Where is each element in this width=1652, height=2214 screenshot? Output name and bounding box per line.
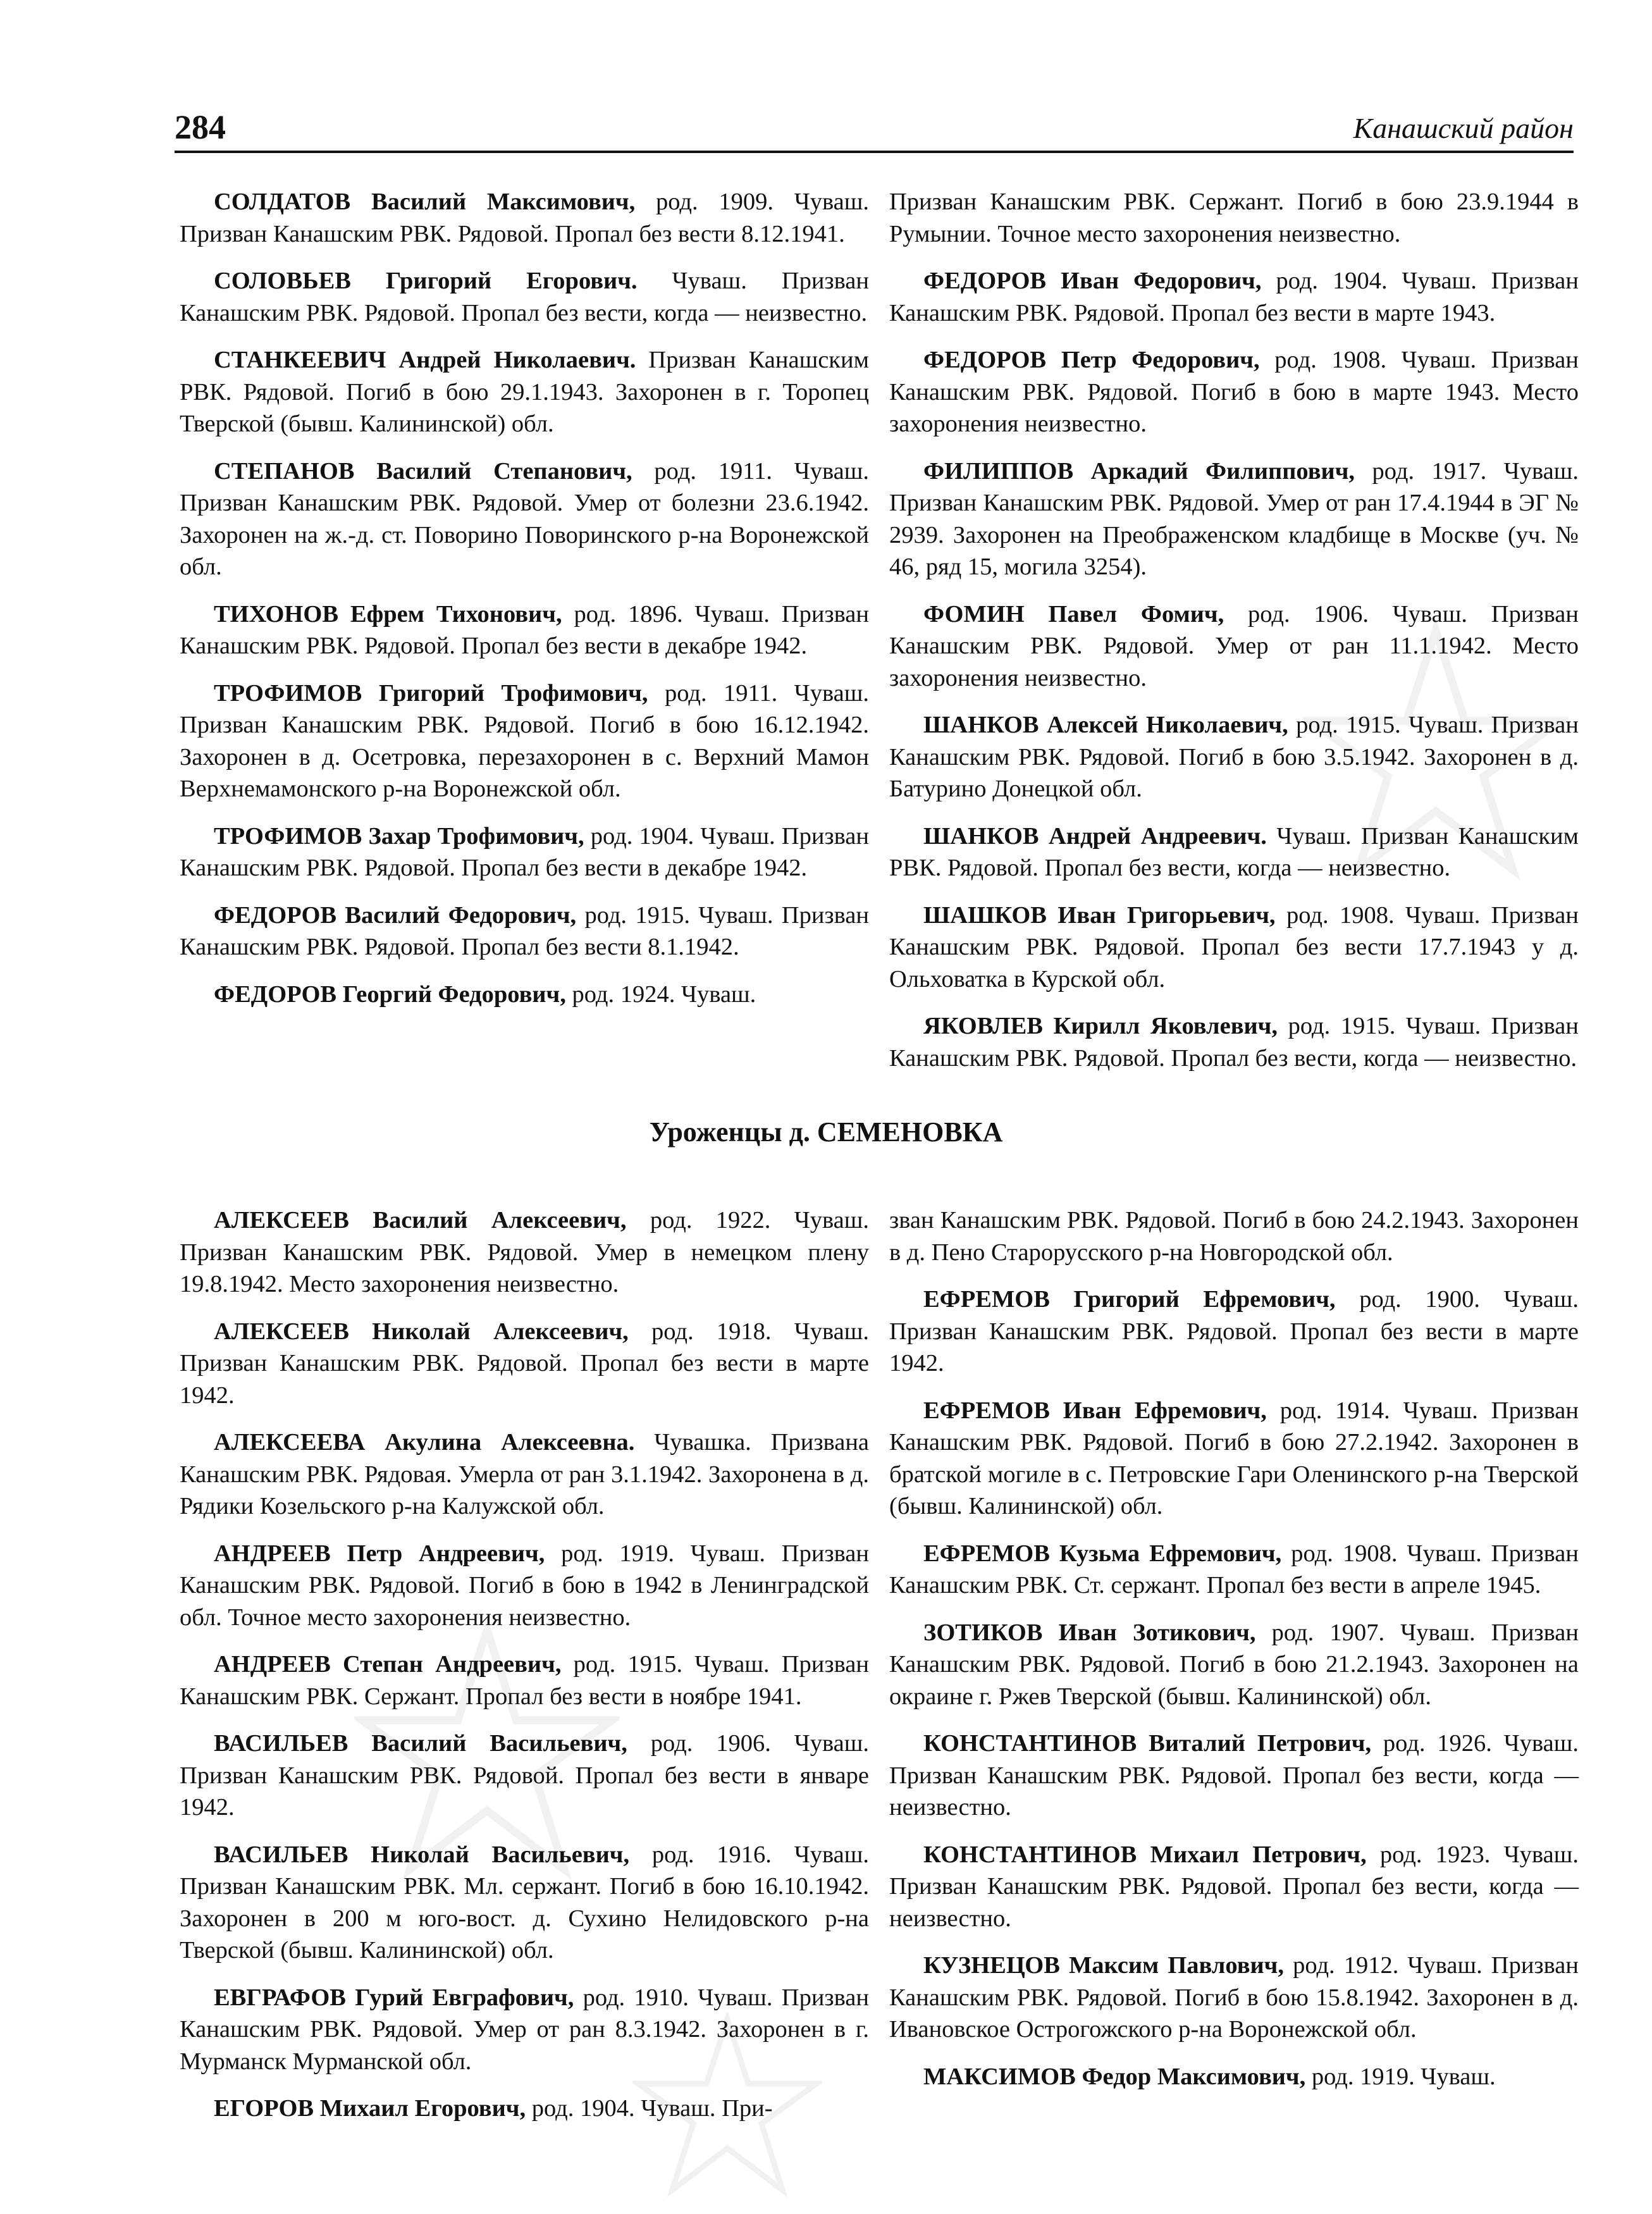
list-item: АНДРЕЕВ Петр Андреевич, род. 1919. Чуваш. Призван Канашским РВК. Рядовой. Погиб в бою в 1942 в Ленинградской обл. Точное место захоронения неизвестно.	[180, 1540, 869, 1631]
list-item: ВАСИЛЬЕВ Николай Васильевич, род. 1916. Чуваш. Призван Канашским РВК. Мл. сержант. Погиб в бою 16.10.1942. Захоронен в 200 м юго-вост. д. Сухино Нелидовского р-на Тверской (бывш. Калининской) обл.	[180, 1841, 870, 1964]
list-item: ФЕДОРОВ Иван Федорович, род. 1904. Чуваш. Призван Канашским РВК. Рядовой. Пропал без вести в марте 1943.	[889, 268, 1579, 326]
page-header	[175, 106, 1574, 153]
list-item: ЕФРЕМОВ Григорий Ефремович, род. 1900. Чуваш. Призван Канашским РВК. Рядовой. Пропал без вести в марте 1942.	[889, 1286, 1579, 1376]
list-item: ЕФРЕМОВ Кузьма Ефремович, род. 1908. Чуваш. Призван Канашским РВК. Ст. сержант. Пропал без вести в апреле 1945.	[889, 1540, 1579, 1599]
list-item: АЛЕКСЕЕВ Василий Алексеевич, род. 1922. Чуваш. Призван Канашским РВК. Рядовой. Умер в немецком плену 19.8.1942. Место захоронения неизвестно.	[180, 1207, 869, 1297]
list-item: АЛЕКСЕЕВ Николай Алексеевич, род. 1918. Чуваш. Призван Канашским РВК. Рядовой. Пропал без вести в марте 1942.	[180, 1318, 870, 1409]
page-number: 284	[175, 108, 226, 146]
list-item: ЕВГРАФОВ Гурий Евграфович, род. 1910. Чуваш. Призван Канашским РВК. Рядовой. Умер от ран 8.3.1942. Захоронен в г. Мурманск Мурманской обл.	[180, 1984, 869, 2075]
list-item: ФЕДОРОВ Василий Федорович, род. 1915. Чуваш. Призван Канашским РВК. Рядовой. Пропал без вести 8.1.1942.	[180, 901, 869, 960]
list-item: СТЕПАНОВ Василий Степанович, род. 1911. Чуваш. Призван Канашским РВК. Рядовой. Умер от болезни 23.6.1942. Захоронен на ж.-д. ст. Поворино Поворинского р-на Воронежской обл.	[180, 457, 869, 580]
list-item: ФИЛИППОВ Аркадий Филиппович, род. 1917. Чуваш. Призван Канашским РВК. Рядовой. Умер от ран 17.4.1944 в ЭГ № 2939. Захоронен на Преображенском кладбище в Москве (уч. № 46, ряд 15, могила 3254).	[889, 457, 1579, 580]
list-item: ФОМИН Павел Фомич, род. 1906. Чуваш. Призван Канашским РВК. Рядовой. Умер от ран 11.1.1942. Место захоронения неизвестно.	[889, 600, 1579, 691]
list-item: ФЕДОРОВ Георгий Федорович, род. 1924. Чуваш.	[214, 980, 756, 1008]
list-item: СОЛДАТОВ Василий Максимович, род. 1909. Чуваш. Призван Канашским РВК. Рядовой. Пропал без вести 8.12.1941.	[180, 189, 869, 247]
list-item: СОЛОВЬЕВ Григорий Егорович. Чуваш. Призван Канашским РВК. Рядовой. Пропал без вести, когда — неизвестно.	[180, 268, 869, 326]
left-column	[180, 1204, 869, 2140]
list-item-continuation: Призван Канашским РВК. Сержант. Погиб в бою 23.9.1944 в Румынии. Точное место захоронения неизвестно.	[889, 189, 1579, 247]
list-item: АЛЕКСЕЕВА Акулина Алексеевна. Чувашка. Призвана Канашским РВК. Рядовая. Умерла от ран 3.1.1942. Захоронена в д. Рядики Козельского р-на Калужской обл.	[180, 1429, 870, 1519]
list-item: ЕГОРОВ Михаил Егорович, род. 1904. Чуваш. При-	[214, 2095, 773, 2122]
list-item: КУЗНЕЦОВ Максим Павлович, род. 1912. Чуваш. Призван Канашским РВК. Рядовой. Погиб в бою 15.8.1942. Захоронен в д. Ивановское Острогожского р-на Воронежской обл.	[889, 1952, 1579, 2043]
list-item: АНДРЕЕВ Степан Андреевич, род. 1915. Чуваш. Призван Канашским РВК. Сержант. Пропал без вести в ноябре 1941.	[180, 1651, 869, 1710]
right-column	[889, 186, 1579, 1089]
list-item: СТАНКЕЕВИЧ Андрей Николаевич. Призван Канашским РВК. Рядовой. Погиб в бою 29.1.1943. Захоронен в г. Торопец Тверской (бывш. Калининской) обл.	[180, 347, 869, 437]
list-item: ШАНКОВ Андрей Андреевич. Чуваш. Призван Канашским РВК. Рядовой. Пропал без вести, когда — неизвестно.	[889, 822, 1579, 881]
list-item: КОНСТАНТИНОВ Виталий Петрович, род. 1926. Чуваш. Призван Канашским РВК. Рядовой. Пропал без вести, когда — неизвестно.	[889, 1730, 1579, 1821]
list-item: КОНСТАНТИНОВ Михаил Петрович, род. 1923. Чуваш. Призван Канашским РВК. Рядовой. Пропал без вести, когда — неизвестно.	[889, 1841, 1579, 1932]
list-item: ЯКОВЛЕВ Кирилл Яковлевич, род. 1915. Чуваш. Призван Канашским РВК. Рядовой. Пропал без вести, когда — неизвестно.	[889, 1013, 1579, 1072]
list-item: ШАШКОВ Иван Григорьевич, род. 1908. Чуваш. Призван Канашским РВК. Рядовой. Пропал без вести 17.7.1943 у д. Ольховатка в Курской обл.	[889, 901, 1579, 993]
section-title: Уроженцы д. СЕМЕНОВКА	[649, 1116, 1003, 1147]
list-item: ШАНКОВ Алексей Николаевич, род. 1915. Чуваш. Призван Канашским РВК. Рядовой. Погиб в бою 3.5.1942. Захоронен в д. Батурино Донецкой обл.	[889, 712, 1579, 802]
list-item: ВАСИЛЬЕВ Василий Васильевич, род. 1906. Чуваш. Призван Канашским РВК. Рядовой. Пропал без вести в январе 1942.	[180, 1730, 869, 1821]
list-item: ФЕДОРОВ Петр Федорович, род. 1908. Чуваш. Призван Канашским РВК. Рядовой. Погиб в бою в марте 1943. Место захоронения неизвестно.	[889, 347, 1579, 437]
top-columns	[180, 186, 1579, 1089]
right-column	[889, 1204, 1579, 2140]
bottom-columns	[180, 1204, 1579, 2140]
list-item: ТРОФИМОВ Григорий Трофимович, род. 1911. Чуваш. Призван Канашским РВК. Рядовой. Погиб в бою 16.12.1942. Захоронен в д. Осетровка, перезахоронен в с. Верхний Мамон Верхнемамонского р-на Воронежской обл.	[180, 679, 869, 802]
list-item: ЗОТИКОВ Иван Зотикович, род. 1907. Чуваш. Призван Канашским РВК. Рядовой. Погиб в бою 21.2.1943. Захоронен на окраине г. Ржев Тверской (бывш. Калининской) обл.	[889, 1619, 1579, 1710]
list-item-continuation: зван Канашским РВК. Рядовой. Погиб в бою 24.2.1943. Захоронен в д. Пено Старорусского р-на Новгородской обл.	[889, 1207, 1579, 1266]
running-title: Канашский район	[1353, 112, 1574, 144]
list-item: ЕФРЕМОВ Иван Ефремович, род. 1914. Чуваш. Призван Канашским РВК. Рядовой. Погиб в бою 27.2.1942. Захоронен в братской могиле в с. Петровские Гари Оленинского р-на Тверской (бывш. Калининской) обл.	[889, 1397, 1579, 1519]
list-item: ТИХОНОВ Ефрем Тихонович, род. 1896. Чуваш. Призван Канашским РВК. Рядовой. Пропал без вести в декабре 1942.	[180, 600, 869, 659]
left-column	[180, 186, 869, 1089]
list-item: ТРОФИМОВ Захар Трофимович, род. 1904. Чуваш. Призван Канашским РВК. Рядовой. Пропал без вести в декабре 1942.	[180, 822, 869, 881]
list-item: МАКСИМОВ Федор Максимович, род. 1919. Чуваш.	[923, 2063, 1496, 2090]
